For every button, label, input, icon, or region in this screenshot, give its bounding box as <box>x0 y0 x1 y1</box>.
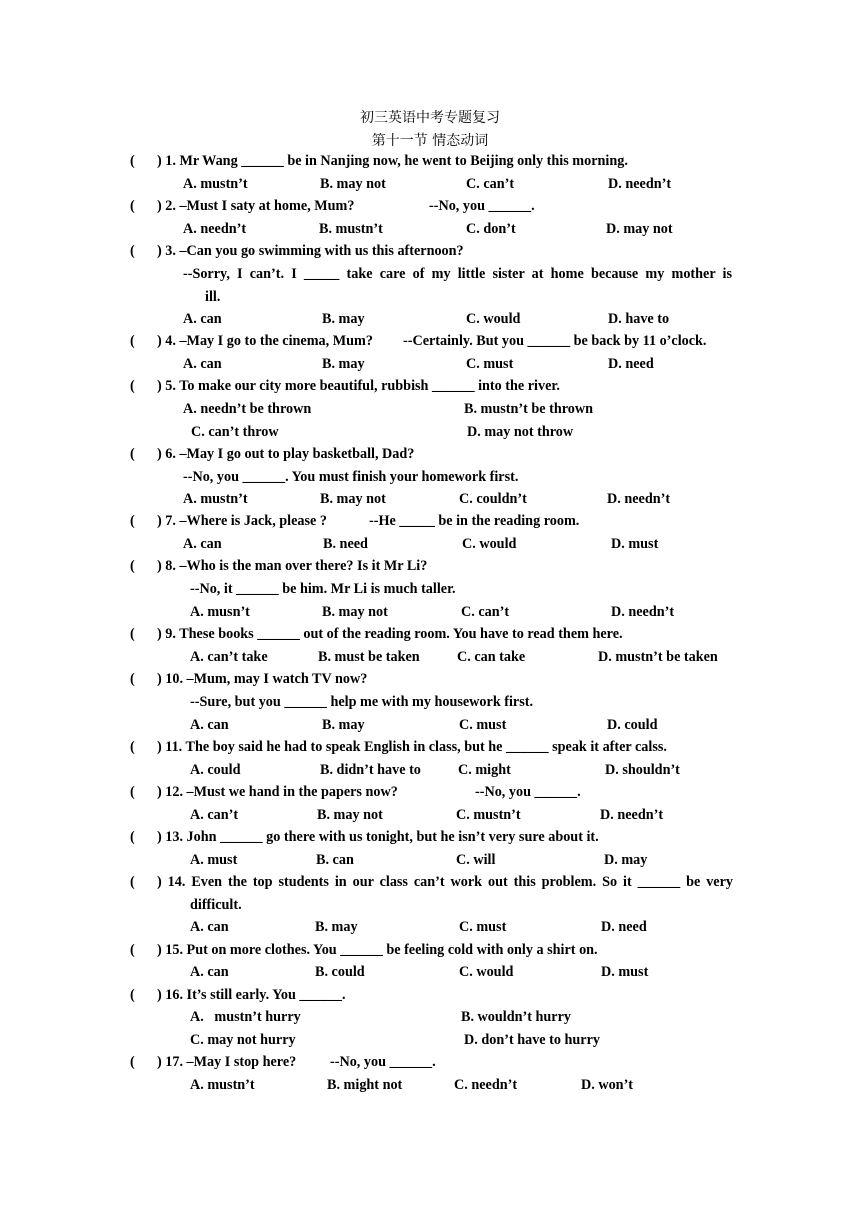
answer-bracket: ( <box>130 874 135 890</box>
question-stem: ) 1. Mr Wang ______ be in Nanjing now, he went to Beijing only this morning. <box>157 153 628 169</box>
question-stem: ) 10. –Mum, may I watch TV now? <box>157 671 368 687</box>
option-a: A. can’t take <box>190 649 268 665</box>
question-stem: ) 5. To make our city more beautiful, rubbish ______ into the river. <box>157 378 560 394</box>
answer-bracket: ( <box>130 243 135 259</box>
option-a: A. can <box>183 356 222 372</box>
option-c: C. don’t <box>466 221 516 237</box>
answer-bracket: ( <box>130 378 135 394</box>
page-subtitle: 第十一节 情态动词 <box>371 133 489 149</box>
option-c: C. can’t throw <box>191 424 279 440</box>
option-d: D. could <box>607 717 658 733</box>
option-d: D. must <box>601 964 649 980</box>
option-a: A. mustn’t <box>190 1077 255 1093</box>
answer-bracket: ( <box>130 784 135 800</box>
option-b: B. may <box>315 919 358 935</box>
question-stem: ) 4. –May I go to the cinema, Mum? <box>157 333 373 349</box>
option-c: C. couldn’t <box>459 491 527 507</box>
option-c: C. will <box>456 852 496 868</box>
option-c: C. must <box>459 717 507 733</box>
question-stem: ) 11. The boy said he had to speak English in class, but he ______ speak it after calss. <box>157 739 667 755</box>
question-stem: ) 8. –Who is the man over there? Is it Mr Li? <box>157 558 428 574</box>
option-a: A. can <box>190 717 229 733</box>
option-a: A. mustn’t hurry <box>190 1009 301 1025</box>
option-a: A. can’t <box>190 807 239 823</box>
option-c: C. mustn’t <box>456 807 521 823</box>
question-stem: ) 2. –Must I saty at home, Mum? <box>157 198 355 214</box>
answer-bracket: ( <box>130 671 135 687</box>
option-b: B. may <box>322 717 365 733</box>
option-a: A. mustn’t <box>183 491 248 507</box>
option-b: B. may <box>322 311 365 327</box>
question-stem: ) 9. These books ______ out of the reading room. You have to read them here. <box>157 626 623 642</box>
option-a: A. mustn’t <box>183 176 248 192</box>
option-a: A. must <box>190 852 238 868</box>
answer-bracket: ( <box>130 739 135 755</box>
option-b: B. didn’t have to <box>320 762 421 778</box>
question-stem: ) 7. –Where is Jack, please ? <box>157 513 327 529</box>
answer-bracket: ( <box>130 513 135 529</box>
option-c: C. would <box>462 536 517 552</box>
question-stem-reply: --He _____ be in the reading room. <box>369 513 580 529</box>
question-stem-reply: --No, you ______. <box>475 784 581 800</box>
option-b: B. mustn’t be thrown <box>464 401 594 417</box>
question-stem: ) 16. It’s still early. You ______. <box>157 987 346 1003</box>
option-b: B. may not <box>320 176 386 192</box>
answer-bracket: ( <box>130 829 135 845</box>
option-a: A. needn’t <box>183 221 247 237</box>
question-stem-reply: --No, you ______. <box>330 1054 436 1070</box>
question-continuation: --No, you ______. You must finish your homework first. <box>183 469 519 485</box>
page-title: 初三英语中考专题复习 <box>360 110 500 126</box>
question-stem: ) 17. –May I stop here? <box>157 1054 297 1070</box>
option-b: B. mustn’t <box>319 221 383 237</box>
option-b: B. may <box>322 356 365 372</box>
option-c: C. would <box>466 311 521 327</box>
question-continuation: ill. <box>205 289 221 305</box>
question-stem: ) 6. –May I go out to play basketball, Dad? <box>157 446 415 462</box>
option-d: D. won’t <box>581 1077 634 1093</box>
option-d: D. may <box>604 852 648 868</box>
option-b: B. need <box>323 536 368 552</box>
option-b: B. must be taken <box>318 649 420 665</box>
option-c: C. may not hurry <box>190 1032 296 1048</box>
option-b: B. can <box>316 852 354 868</box>
answer-bracket: ( <box>130 198 135 214</box>
answer-bracket: ( <box>130 987 135 1003</box>
question-stem: ) 12. –Must we hand in the papers now? <box>157 784 398 800</box>
answer-bracket: ( <box>130 1054 135 1070</box>
option-b: B. may not <box>320 491 386 507</box>
question-continuation: --Sorry, I can’t. I _____ take care of my little sister at home because my mother is <box>183 266 732 282</box>
question-continuation: difficult. <box>190 897 242 913</box>
option-d: D. need <box>601 919 647 935</box>
option-c: C. can take <box>457 649 526 665</box>
question-continuation: --Sure, but you ______ help me with my housework first. <box>190 694 534 710</box>
option-d: D. must <box>611 536 659 552</box>
question-continuation: --No, it ______ be him. Mr Li is much taller. <box>190 581 456 597</box>
answer-bracket: ( <box>130 333 135 349</box>
option-a: A. could <box>190 762 241 778</box>
option-d: D. needn’t <box>611 604 675 620</box>
answer-bracket: ( <box>130 446 135 462</box>
option-c: C. must <box>466 356 514 372</box>
option-a: A. needn’t be thrown <box>183 401 312 417</box>
question-stem: ) 3. –Can you go swimming with us this afternoon? <box>157 243 464 259</box>
option-d: D. don’t have to hurry <box>464 1032 600 1048</box>
question-stem: ) 13. John ______ go there with us tonight, but he isn’t very sure about it. <box>157 829 599 845</box>
option-c: C. must <box>459 919 507 935</box>
option-a: A. can <box>183 536 222 552</box>
option-d: D. needn’t <box>608 176 672 192</box>
option-c: C. needn’t <box>454 1077 518 1093</box>
option-d: D. have to <box>608 311 670 327</box>
option-d: D. may not <box>606 221 673 237</box>
option-c: C. can’t <box>461 604 510 620</box>
answer-bracket: ( <box>130 558 135 574</box>
option-c: C. can’t <box>466 176 515 192</box>
option-b: B. might not <box>327 1077 403 1093</box>
answer-bracket: ( <box>130 942 135 958</box>
option-d: D. need <box>608 356 654 372</box>
option-a: A. can <box>183 311 222 327</box>
question-stem: ) 14. Even the top students in our class can’t work out this problem. So it ______ be very <box>157 874 733 890</box>
option-b: B. may not <box>317 807 383 823</box>
option-d: D. needn’t <box>607 491 671 507</box>
question-stem-reply: --Certainly. But you ______ be back by 11 o’clock. <box>403 333 707 349</box>
option-a: A. can <box>190 919 229 935</box>
option-c: C. would <box>459 964 514 980</box>
option-c: C. might <box>458 762 511 778</box>
option-a: A. musn’t <box>190 604 250 620</box>
option-d: D. shouldn’t <box>605 762 680 778</box>
option-d: D. mustn’t be taken <box>598 649 718 665</box>
option-b: B. could <box>315 964 365 980</box>
option-d: D. needn’t <box>600 807 664 823</box>
option-a: A. can <box>190 964 229 980</box>
answer-bracket: ( <box>130 153 135 169</box>
option-b: B. wouldn’t hurry <box>461 1009 571 1025</box>
answer-bracket: ( <box>130 626 135 642</box>
question-stem: ) 15. Put on more clothes. You ______ be feeling cold with only a shirt on. <box>157 942 598 958</box>
option-d: D. may not throw <box>467 424 574 440</box>
option-b: B. may not <box>322 604 388 620</box>
question-stem-reply: --No, you ______. <box>429 198 535 214</box>
